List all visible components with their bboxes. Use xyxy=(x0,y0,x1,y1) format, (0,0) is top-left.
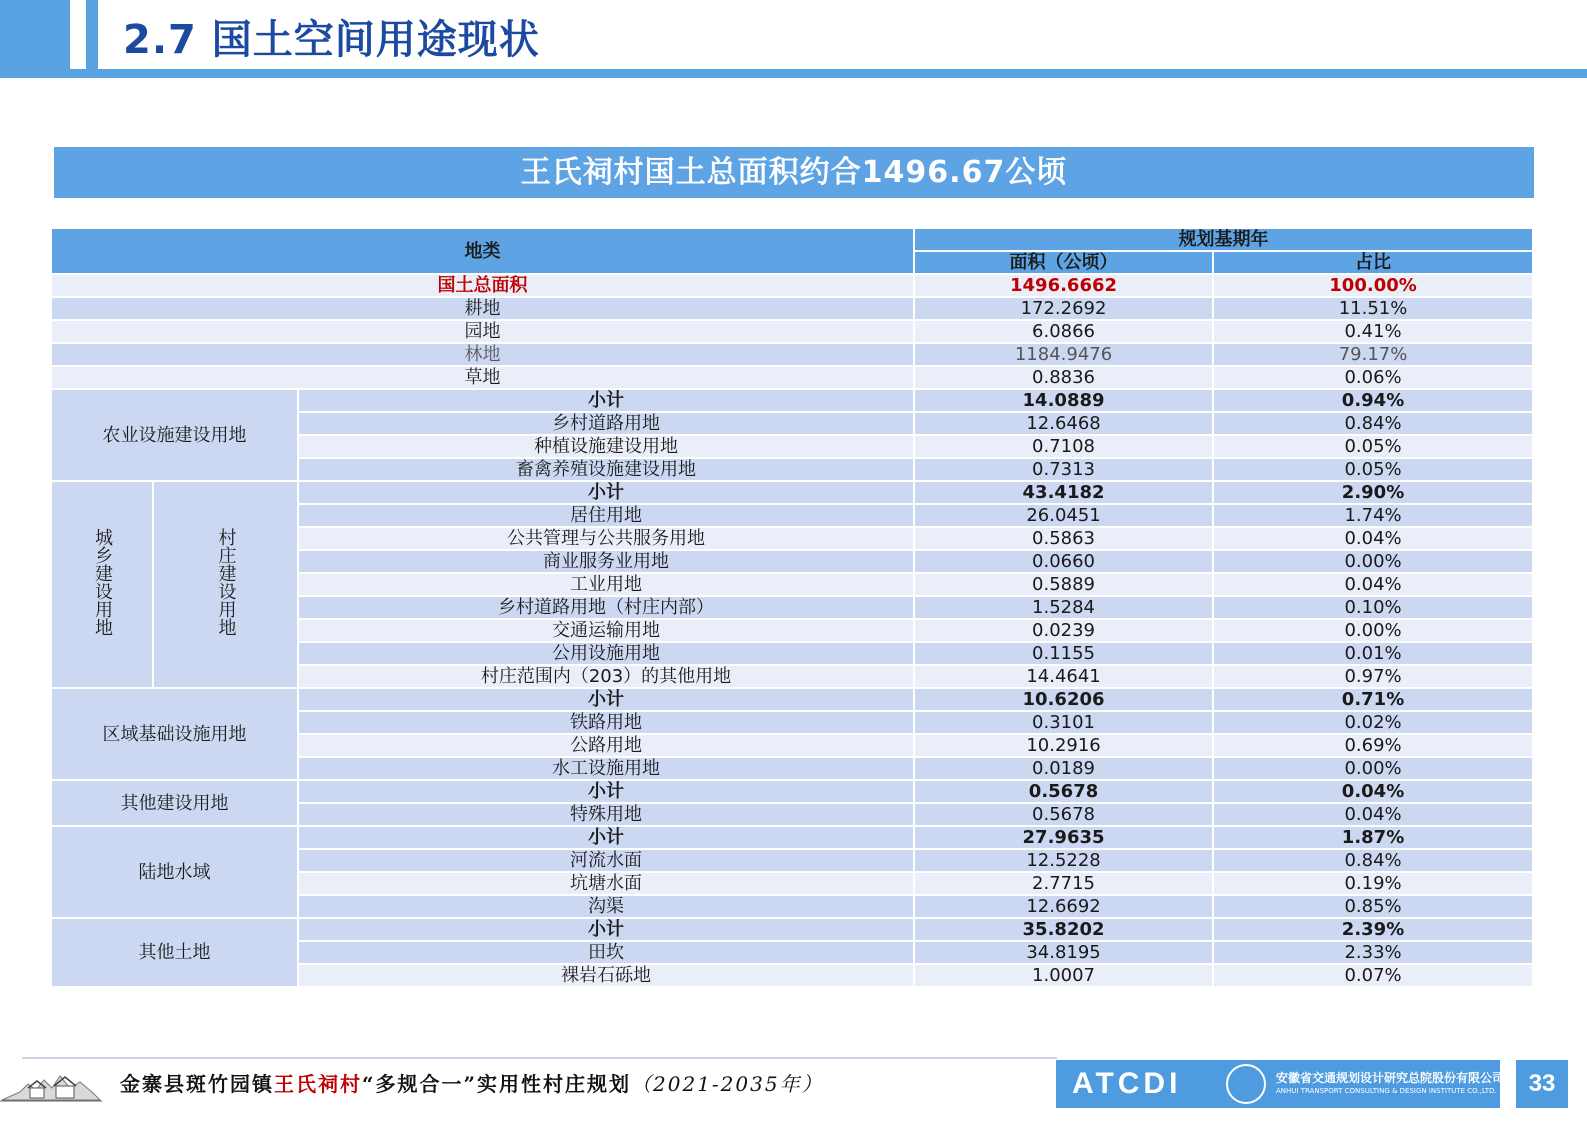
subtotal-area: 35.8202 xyxy=(914,918,1213,941)
row-land-type: 乡村道路用地 xyxy=(298,412,914,435)
footer-rule xyxy=(22,1057,1057,1059)
row-area: 0.5678 xyxy=(914,803,1213,826)
row-land-type: 商业服务业用地 xyxy=(298,550,914,573)
row-ratio: 11.51% xyxy=(1213,297,1533,320)
row-area: 26.0451 xyxy=(914,504,1213,527)
footer-text-a: 金寨县斑竹园镇 xyxy=(120,1072,274,1096)
row-ratio: 2.33% xyxy=(1213,941,1533,964)
table-row-subtotal xyxy=(51,389,1533,412)
row-land-type: 种植设施建设用地 xyxy=(298,435,914,458)
row-ratio: 0.05% xyxy=(1213,458,1533,481)
footer-project-title xyxy=(120,1068,824,1097)
row-area: 0.1155 xyxy=(914,642,1213,665)
header-accent-bar xyxy=(86,0,98,69)
header-accent-block xyxy=(0,0,70,69)
row-ratio: 0.07% xyxy=(1213,964,1533,987)
subcategory-label: 村庄建设用地 xyxy=(215,528,237,636)
row-area: 1184.9476 xyxy=(914,343,1213,366)
row-land-type: 河流水面 xyxy=(298,849,914,872)
land-use-table-container xyxy=(50,227,1532,988)
summary-banner: 王氏祠村国土总面积约合1496.67公顷 xyxy=(54,147,1534,198)
table-header-row xyxy=(51,228,1533,251)
table-row xyxy=(51,343,1533,366)
category-infra: 区域基础设施用地 xyxy=(51,688,298,780)
subtotal-area: 10.6206 xyxy=(914,688,1213,711)
logo-company-en: ANHUI TRANSPORT CONSULTING & DESIGN INSTITUTE CO.,LTD. xyxy=(1276,1087,1497,1095)
table-row xyxy=(51,320,1533,343)
header-area: 面积（公顷） xyxy=(914,251,1213,274)
row-land-type: 公共管理与公共服务用地 xyxy=(298,527,914,550)
footer-year: （2021-2035年） xyxy=(631,1072,824,1096)
row-ratio: 0.41% xyxy=(1213,320,1533,343)
subtotal-area: 14.0889 xyxy=(914,389,1213,412)
row-area: 0.7108 xyxy=(914,435,1213,458)
table-row-total xyxy=(51,274,1533,297)
row-land-type: 林地 xyxy=(51,343,914,366)
logo-brand-text: ATCDI xyxy=(1072,1067,1182,1100)
header-rule xyxy=(0,69,1587,78)
row-ratio: 0.02% xyxy=(1213,711,1533,734)
row-ratio: 0.04% xyxy=(1213,573,1533,596)
row-land-type: 公路用地 xyxy=(298,734,914,757)
row-land-type: 铁路用地 xyxy=(298,711,914,734)
table-body xyxy=(51,228,1533,987)
row-area: 0.0239 xyxy=(914,619,1213,642)
row-area: 34.8195 xyxy=(914,941,1213,964)
row-land-type: 水工设施用地 xyxy=(298,757,914,780)
row-land-type: 工业用地 xyxy=(298,573,914,596)
row-land-type: 耕地 xyxy=(51,297,914,320)
header-land-type: 地类 xyxy=(51,228,914,274)
row-area: 0.5889 xyxy=(914,573,1213,596)
row-area: 0.5863 xyxy=(914,527,1213,550)
row-ratio: 0.00% xyxy=(1213,757,1533,780)
subtotal-label: 小计 xyxy=(298,826,914,849)
row-land-type: 沟渠 xyxy=(298,895,914,918)
total-name: 国土总面积 xyxy=(51,274,914,297)
row-ratio: 0.69% xyxy=(1213,734,1533,757)
subtotal-ratio: 0.71% xyxy=(1213,688,1533,711)
row-area: 12.6468 xyxy=(914,412,1213,435)
row-area: 0.8836 xyxy=(914,366,1213,389)
subtotal-label: 小计 xyxy=(298,481,914,504)
subtotal-ratio: 0.94% xyxy=(1213,389,1533,412)
table-row-subtotal xyxy=(51,481,1533,504)
row-land-type: 村庄范围内（203）的其他用地 xyxy=(298,665,914,688)
row-land-type: 田坎 xyxy=(298,941,914,964)
row-ratio: 0.00% xyxy=(1213,619,1533,642)
subtotal-ratio: 2.90% xyxy=(1213,481,1533,504)
row-ratio: 0.97% xyxy=(1213,665,1533,688)
row-ratio: 0.01% xyxy=(1213,642,1533,665)
subtotal-label: 小计 xyxy=(298,780,914,803)
category-urban xyxy=(51,481,153,688)
subtotal-ratio: 1.87% xyxy=(1213,826,1533,849)
row-land-type: 园地 xyxy=(51,320,914,343)
row-area: 6.0866 xyxy=(914,320,1213,343)
row-area: 1.5284 xyxy=(914,596,1213,619)
row-land-type: 居住用地 xyxy=(298,504,914,527)
header-base-year: 规划基期年 xyxy=(914,228,1533,251)
table-row-subtotal xyxy=(51,780,1533,803)
row-ratio: 0.05% xyxy=(1213,435,1533,458)
row-land-type: 草地 xyxy=(51,366,914,389)
subtotal-area: 43.4182 xyxy=(914,481,1213,504)
row-area: 14.4641 xyxy=(914,665,1213,688)
row-area: 0.0189 xyxy=(914,757,1213,780)
table-row-subtotal xyxy=(51,688,1533,711)
table-row xyxy=(51,297,1533,320)
footer-village-name: 王氏祠村 xyxy=(274,1072,362,1096)
row-ratio: 0.04% xyxy=(1213,803,1533,826)
subtotal-label: 小计 xyxy=(298,918,914,941)
row-ratio: 79.17% xyxy=(1213,343,1533,366)
footer-text-b: “多规合一”实用性村庄规划 xyxy=(362,1072,632,1096)
page-number: 33 xyxy=(1516,1060,1568,1108)
row-land-type: 交通运输用地 xyxy=(298,619,914,642)
company-logo xyxy=(1056,1060,1505,1108)
subtotal-ratio: 2.39% xyxy=(1213,918,1533,941)
subtotal-area: 27.9635 xyxy=(914,826,1213,849)
table-row xyxy=(51,366,1533,389)
subtotal-ratio: 0.04% xyxy=(1213,780,1533,803)
table-row-subtotal xyxy=(51,918,1533,941)
category-other_build: 其他建设用地 xyxy=(51,780,298,826)
subtotal-label: 小计 xyxy=(298,389,914,412)
total-ratio: 100.00% xyxy=(1213,274,1533,297)
logo-wave-icon xyxy=(1226,1064,1266,1104)
subtotal-label: 小计 xyxy=(298,688,914,711)
village-sketch-icon xyxy=(0,1062,102,1104)
row-ratio: 0.84% xyxy=(1213,412,1533,435)
row-land-type: 乡村道路用地（村庄内部） xyxy=(298,596,914,619)
table-row-subtotal xyxy=(51,826,1533,849)
category-agri: 农业设施建设用地 xyxy=(51,389,298,481)
header-ratio: 占比 xyxy=(1213,251,1533,274)
category-other_land: 其他土地 xyxy=(51,918,298,987)
page-title: 2.7 国土空间用途现状 xyxy=(123,17,540,63)
row-area: 172.2692 xyxy=(914,297,1213,320)
row-land-type: 公用设施用地 xyxy=(298,642,914,665)
row-ratio: 0.10% xyxy=(1213,596,1533,619)
land-use-table xyxy=(50,227,1534,988)
total-area: 1496.6662 xyxy=(914,274,1213,297)
logo-company-cn: 安徽省交通规划设计研究总院股份有限公司 xyxy=(1276,1071,1505,1085)
row-area: 0.3101 xyxy=(914,711,1213,734)
row-ratio: 0.19% xyxy=(1213,872,1533,895)
row-area: 12.6692 xyxy=(914,895,1213,918)
row-ratio: 0.85% xyxy=(1213,895,1533,918)
row-area: 0.0660 xyxy=(914,550,1213,573)
row-land-type: 特殊用地 xyxy=(298,803,914,826)
row-area: 2.7715 xyxy=(914,872,1213,895)
row-ratio: 0.04% xyxy=(1213,527,1533,550)
subcategory-urban xyxy=(153,481,298,688)
row-area: 12.5228 xyxy=(914,849,1213,872)
row-ratio: 0.06% xyxy=(1213,366,1533,389)
row-land-type: 坑塘水面 xyxy=(298,872,914,895)
row-area: 10.2916 xyxy=(914,734,1213,757)
row-ratio: 0.00% xyxy=(1213,550,1533,573)
row-land-type: 裸岩石砾地 xyxy=(298,964,914,987)
row-land-type: 畜禽养殖设施建设用地 xyxy=(298,458,914,481)
subtotal-area: 0.5678 xyxy=(914,780,1213,803)
row-area: 1.0007 xyxy=(914,964,1213,987)
row-ratio: 1.74% xyxy=(1213,504,1533,527)
row-ratio: 0.84% xyxy=(1213,849,1533,872)
row-area: 0.7313 xyxy=(914,458,1213,481)
category-label: 城乡建设用地 xyxy=(92,528,113,636)
category-water: 陆地水域 xyxy=(51,826,298,918)
